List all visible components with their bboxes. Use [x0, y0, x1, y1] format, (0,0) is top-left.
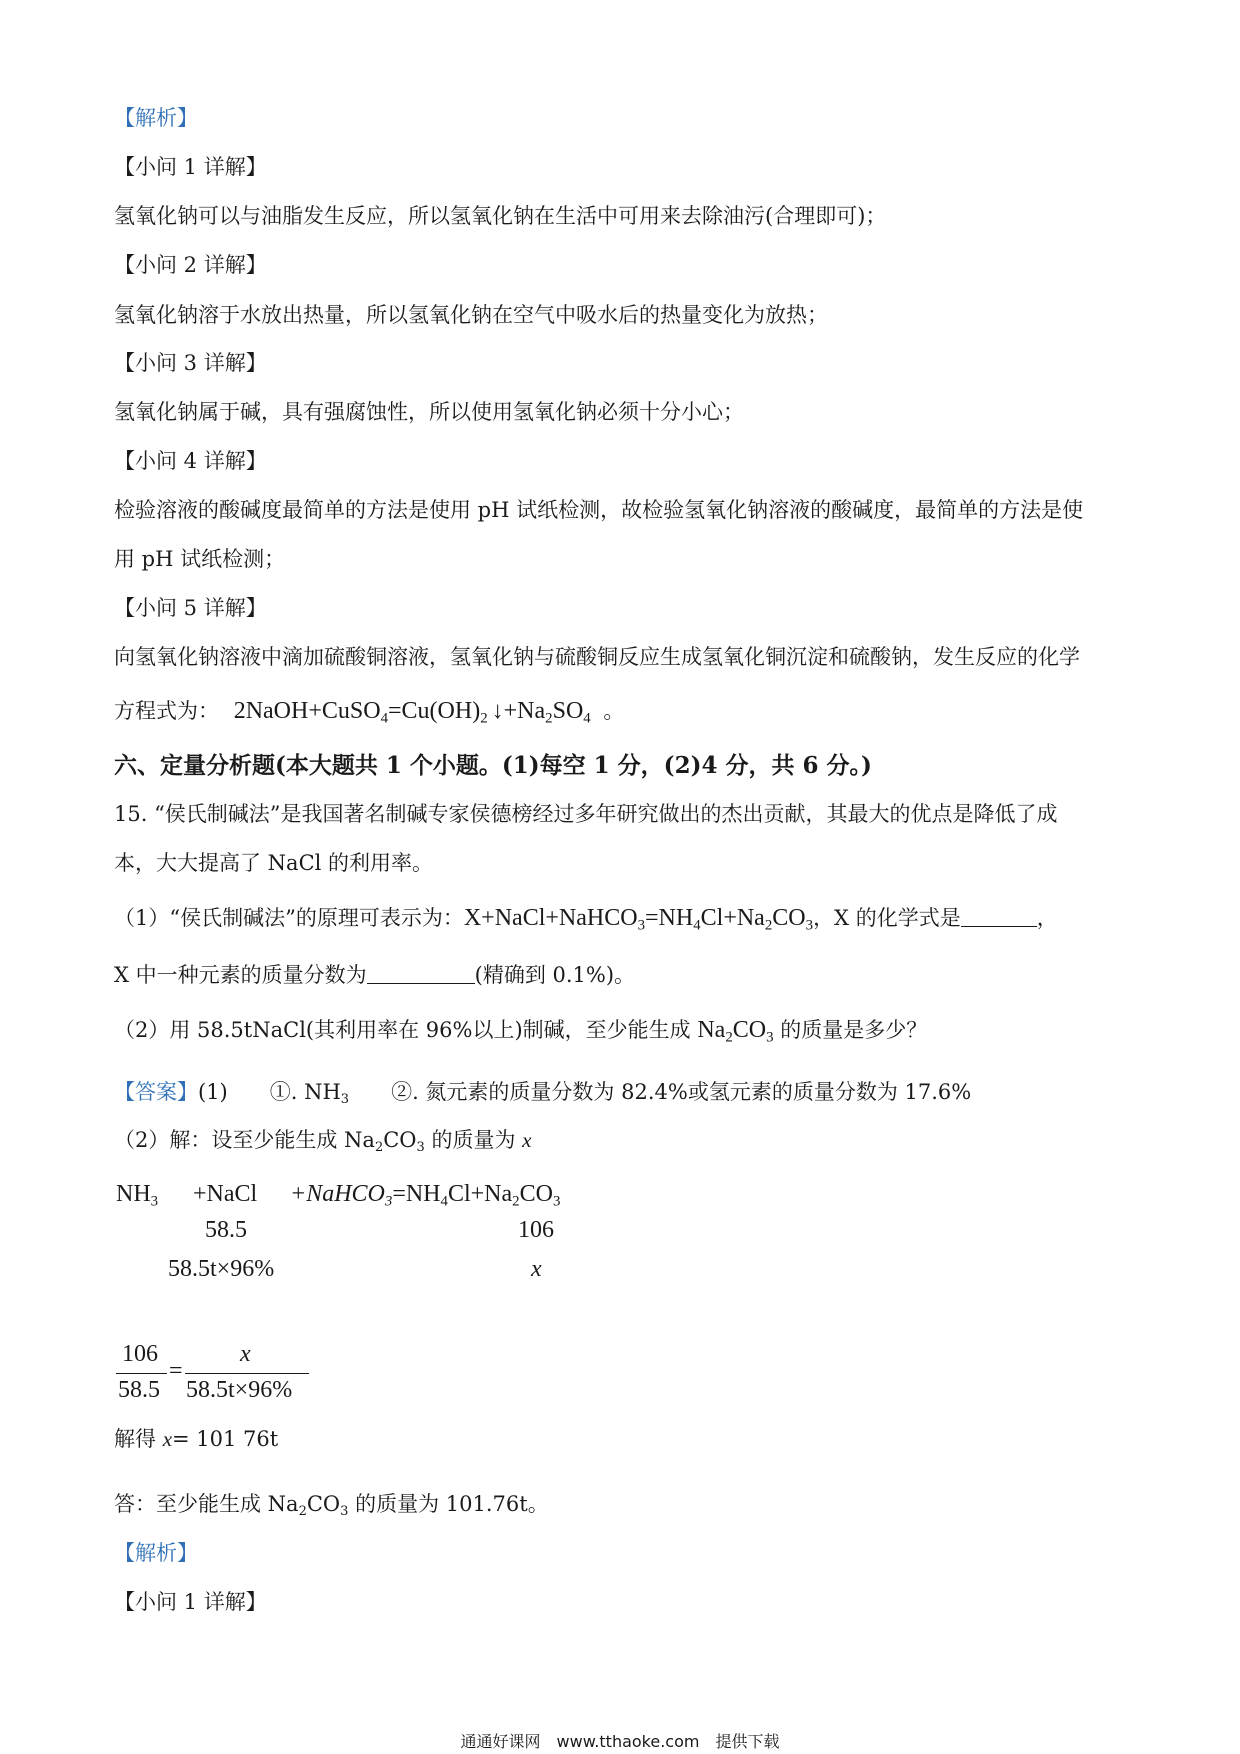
subquestion-1-text: 氢氧化钠可以与油脂发生反应，所以氢氧化钠在生活中可用来去除油污(合理即可)； — [114, 204, 887, 228]
precipitate-arrow-icon: ↓ — [491, 698, 504, 724]
given-nacl: 58.5t×96% — [168, 1256, 275, 1282]
subquestion-5-equation-line: 方程式为： $2NaOH+CuSO_4=Cu(OH)_2$ $↓+Na_2SO_4$ 。 — [114, 698, 625, 727]
mass-nacl: 58.5 — [205, 1217, 247, 1243]
subquestion-3-text: 氢氧化钠属于碱，具有强腐蚀性，所以使用氢氧化钠必须十分小心； — [114, 400, 744, 424]
equation-lead-text: 方程式为： — [114, 699, 219, 723]
subquestion-1-label: 【小问 1 详解】 — [114, 155, 267, 179]
answer-blank-mass-fraction — [367, 961, 475, 984]
mass-na2co3: 106 — [518, 1217, 554, 1243]
page-footer: 通通好课网 www.tthaoke.com 提供下载 — [460, 1732, 780, 1751]
problem-15-part1: （1）“侯氏制碱法”的原理可表示为：$X+NaCl+NaHCO_3=NH_4Cl+Na_2CO_3$，X 的化学式是 ， — [114, 905, 1058, 934]
reaction-equation: $X+NaCl+NaHCO_3=NH_4Cl+Na_2CO_3$ — [463, 905, 814, 934]
proportion-equation: 106 58.5 = x 58.5t×96% — [116, 1341, 316, 1411]
chemical-equation: $2NaOH+CuSO_4=Cu(OH)_2$ $↓+Na_2SO_4$ — [233, 698, 591, 727]
eq-rest: $+NaHCO_3=NH_4Cl+Na_2CO_3$ — [290, 1181, 561, 1210]
subquestion-4-text-line2: 用 pH 试纸检测； — [114, 547, 286, 571]
problem-15-part1-line2: X 中一种元素的质量分数为 (精确到 0.1%)。 — [114, 963, 636, 987]
fraction-denominator-1: 58.5 — [118, 1377, 160, 1403]
fraction-numerator-1: 106 — [122, 1341, 158, 1367]
subquestion-4-text-line1: 检验溶液的酸碱度最简单的方法是使用 pH 试纸检测，故检验氢氧化钠溶液的酸碱度，最简单的方法是使 — [114, 498, 1084, 522]
problem-15-text-line2: 本，大大提高了 NaCl 的利用率。 — [114, 851, 434, 875]
section-heading: 六、定量分析题(本大题共 1 个小题。(1)每空 1 分，(2)4 分，共 6 分。) — [114, 752, 872, 779]
subquestion-5-text-line1: 向氢氧化钠溶液中滴加硫酸铜溶液，氢氧化钠与硫酸铜反应生成氢氧化铜沉淀和硫酸钠，发生反应的化学 — [114, 645, 1080, 669]
answer-label: 【答案】 — [114, 1080, 198, 1104]
unknown-x: x — [531, 1256, 542, 1282]
result-line: 解得 x= 101 76t — [114, 1427, 279, 1451]
eq-nacl: +NaCl — [193, 1181, 258, 1207]
problem-15-part2: （2）用 58.5tNaCl(其利用率在 96%以上)制碱，至少能生成 $Na_2CO_3$ 的质量是多少？ — [114, 1017, 928, 1046]
solution-setup: （2）解：设至少能生成 $Na_2CO_3$ 的质量为 x — [114, 1128, 532, 1155]
subquestion-1-label-2: 【小问 1 详解】 — [114, 1590, 267, 1614]
problem-15-text-line1: 15. “侯氏制碱法”是我国著名制碱专家侯德榜经过多年研究做出的杰出贡献，其最大的优点是降低了成 — [114, 802, 1058, 826]
answer-blank-formula — [961, 904, 1037, 927]
fraction-numerator-2: x — [240, 1341, 251, 1367]
analysis-label-2: 【解析】 — [114, 1541, 198, 1565]
subquestion-4-label: 【小问 4 详解】 — [114, 449, 267, 473]
subquestion-2-text: 氢氧化钠溶于水放出热量，所以氢氧化钠在空气中吸水后的热量变化为放热； — [114, 303, 828, 327]
fraction-denominator-2: 58.5t×96% — [186, 1377, 293, 1403]
subquestion-2-label: 【小问 2 详解】 — [114, 253, 267, 277]
eq-nh3: $NH_3$ — [116, 1181, 159, 1210]
conclusion-line: 答：至少能生成 $Na_2CO_3$ 的质量为 101.76t。 — [114, 1492, 549, 1519]
subquestion-3-label: 【小问 3 详解】 — [114, 351, 267, 375]
answer-line: 【答案】(1) ①. $NH_3$ ②. 氮元素的质量分数为 82.4%或氢元素的质量分数为 17.6% — [114, 1080, 972, 1107]
subquestion-5-label: 【小问 5 详解】 — [114, 596, 267, 620]
analysis-label: 【解析】 — [114, 106, 198, 130]
